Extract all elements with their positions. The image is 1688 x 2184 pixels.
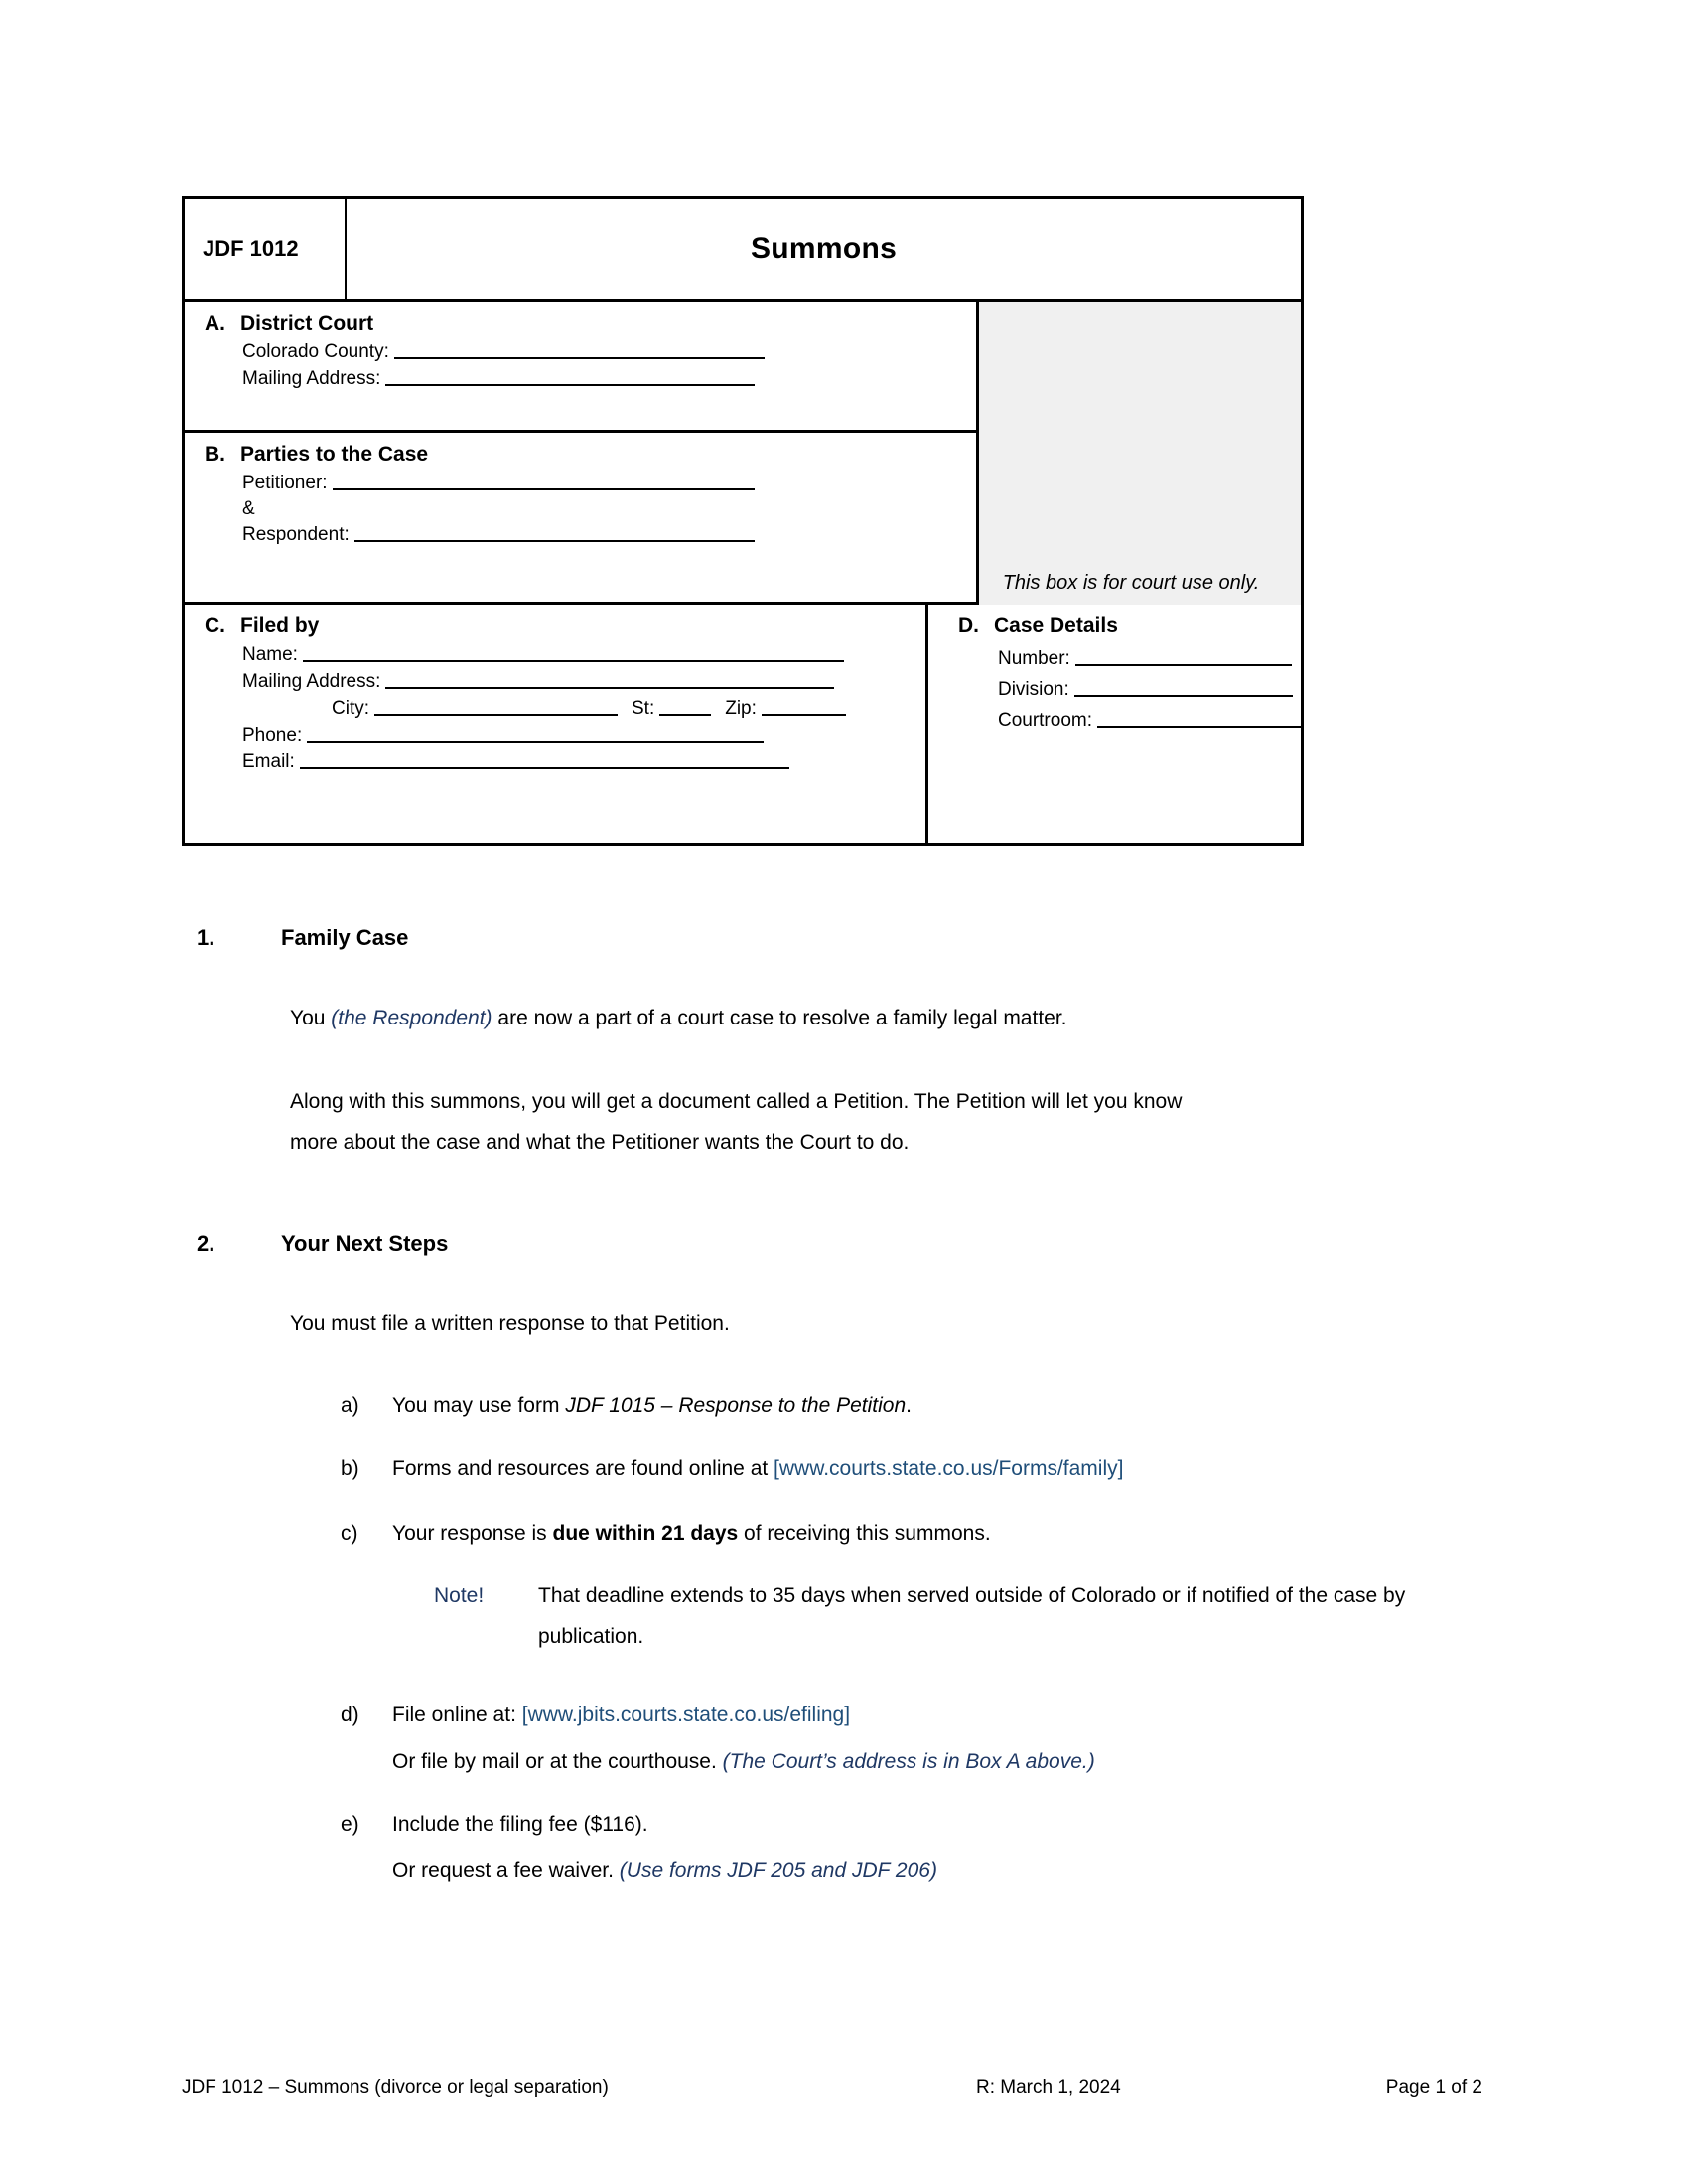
section-a-district-court	[185, 302, 976, 433]
list-text	[392, 1742, 1095, 1783]
footer-revision-date: R: March 1, 2024	[976, 2077, 1121, 2098]
section-2-intro	[290, 1304, 1491, 1345]
field-rule[interactable]	[1097, 726, 1301, 728]
caption-bottom-row	[185, 605, 1301, 843]
section-c-title: Filed by	[240, 614, 320, 637]
field-respondent[interactable]	[185, 525, 976, 545]
text-run: Include the filing fee ($116).	[392, 1813, 648, 1836]
list-text	[392, 1386, 912, 1427]
field-rule[interactable]	[354, 540, 755, 542]
text-run: Your response is	[392, 1522, 553, 1545]
section-1-number: 1.	[197, 925, 215, 950]
field-petitioner[interactable]	[185, 474, 976, 493]
para-line: more about the case and what the Petitioner wants the Court to do.	[290, 1130, 910, 1154]
section-b-parties	[185, 433, 976, 605]
section-b-title: Parties to the Case	[240, 443, 429, 466]
note-text: That deadline extends to 35 days when served outside of Colorado or if notified of the case by publication.	[538, 1584, 1406, 1648]
field-rule-zip[interactable]	[762, 714, 846, 716]
court-use-only-box	[979, 302, 1301, 605]
field-rule[interactable]	[385, 687, 834, 689]
para-part-text: You	[290, 1007, 332, 1029]
efiling-url-link[interactable]: [www.jbits.courts.state.co.us/efiling]	[521, 1704, 851, 1726]
forms-url-link[interactable]: [www.courts.state.co.us/Forms/family]	[774, 1457, 1124, 1480]
form-reference: JDF 1015 – Response to the Petition	[565, 1394, 907, 1417]
field-rule[interactable]	[300, 767, 789, 769]
section-c-letter: C.	[205, 614, 225, 637]
section-1-paragraph-2	[290, 1082, 1491, 1163]
field-label: Courtroom:	[997, 709, 1092, 731]
caption-title-row	[185, 199, 1301, 302]
list-item-e	[341, 1805, 1492, 1839]
list-marker: a)	[341, 1394, 359, 1417]
field-label: Number:	[997, 648, 1070, 669]
caption-left-column	[185, 302, 979, 605]
field-filer-name[interactable]	[185, 645, 925, 665]
list-item-b	[341, 1449, 1492, 1483]
field-label: Division:	[997, 678, 1069, 700]
section-1-heading-row	[197, 925, 792, 959]
field-city-state-zip-row	[185, 699, 925, 719]
field-label: Mailing Address:	[242, 367, 381, 389]
field-rule[interactable]	[385, 384, 755, 386]
list-item-c	[341, 1514, 1492, 1548]
list-text	[392, 1851, 937, 1892]
para-line: Along with this summons, you will get a document called a Petition. The Petition will let you know	[290, 1090, 1183, 1113]
list-marker: b)	[341, 1457, 359, 1480]
section-d-case-details	[928, 605, 1301, 843]
field-email[interactable]	[185, 752, 925, 772]
field-label: Colorado County:	[242, 341, 389, 362]
court-use-only-note: This box is for court use only.	[1002, 572, 1260, 594]
field-label: Email:	[242, 751, 295, 772]
field-rule-state[interactable]	[659, 714, 711, 716]
field-case-number[interactable]	[928, 649, 1301, 669]
field-label-zip: Zip:	[725, 697, 757, 719]
list-item-d	[341, 1696, 1492, 1729]
field-label: Mailing Address:	[242, 670, 381, 692]
ampersand-label: &	[242, 497, 255, 519]
field-rule[interactable]	[333, 488, 755, 490]
section-d-heading	[928, 614, 1301, 638]
list-marker: c)	[341, 1522, 358, 1545]
field-label: Petitioner:	[242, 473, 328, 493]
section-1-paragraph-1	[290, 999, 1491, 1039]
text-run: File online at:	[392, 1704, 522, 1726]
section-a-letter: A.	[205, 312, 225, 335]
section-b-heading	[185, 443, 976, 467]
section-2-number: 2.	[197, 1231, 215, 1256]
field-division[interactable]	[928, 680, 1301, 700]
list-item-a	[341, 1386, 1492, 1420]
section-1-title: Family Case	[281, 925, 409, 950]
section-a-title: District Court	[240, 312, 374, 335]
field-label: Name:	[242, 644, 298, 665]
list-item-d-line2	[341, 1742, 1492, 1776]
text-run: .	[906, 1394, 912, 1417]
section-d-title: Case Details	[993, 614, 1118, 637]
field-filer-mailing-address[interactable]	[185, 672, 925, 692]
list-marker: d)	[341, 1704, 359, 1726]
section-2-heading-row	[197, 1231, 792, 1265]
list-text	[392, 1449, 1123, 1490]
field-rule-city[interactable]	[374, 714, 618, 716]
deadline-emphasis: due within 21 days	[552, 1522, 739, 1545]
caption-middle-row	[185, 302, 1301, 605]
field-courtroom[interactable]	[928, 711, 1301, 731]
text-run: Or file by mail or at the courthouse.	[392, 1750, 723, 1773]
field-rule[interactable]	[307, 741, 764, 743]
box-a-reference: (The Court’s address is in Box A above.)	[722, 1750, 1095, 1773]
caption-box	[182, 196, 1304, 846]
footer-page-number: Page 1 of 2	[1385, 2077, 1482, 2098]
text-run: Forms and resources are found online at	[392, 1457, 774, 1480]
list-text	[392, 1805, 648, 1845]
section-d-letter: D.	[957, 614, 979, 637]
field-rule[interactable]	[1075, 664, 1292, 666]
field-phone[interactable]	[185, 726, 925, 746]
section-b-letter: B.	[205, 443, 225, 466]
respondent-emphasis: (the Respondent)	[331, 1007, 492, 1029]
list-text	[392, 1696, 850, 1736]
field-label: Phone:	[242, 724, 303, 746]
intro-text: You must file a written response to that Petition.	[290, 1312, 730, 1335]
field-label-city: City:	[332, 697, 369, 719]
form-number: JDF 1012	[185, 199, 347, 299]
text-run: of receiving this summons.	[738, 1522, 991, 1545]
field-rule[interactable]	[394, 357, 765, 359]
field-rule[interactable]	[1074, 695, 1293, 697]
para-part-text: are now a part of a court case to resolve a family legal matter.	[492, 1007, 1067, 1029]
field-label: Respondent:	[242, 523, 350, 545]
section-2-title: Your Next Steps	[281, 1231, 449, 1256]
section-a-heading	[185, 312, 976, 336]
text-run: Or request a fee waiver.	[392, 1859, 620, 1882]
list-text	[392, 1514, 991, 1555]
section-c-filed-by	[185, 605, 928, 843]
list-item-e-line2	[341, 1851, 1492, 1885]
section-c-heading	[185, 614, 925, 638]
ampersand-row	[185, 499, 976, 519]
footer-form-name: JDF 1012 – Summons (divorce or legal separation)	[182, 2077, 609, 2098]
field-label-state: St:	[632, 697, 655, 719]
text-run: You may use form	[392, 1394, 566, 1417]
note-marker: Note!	[434, 1584, 485, 1607]
list-marker: e)	[341, 1813, 359, 1836]
field-colorado-county[interactable]	[185, 342, 976, 362]
page-title: Summons	[750, 231, 898, 265]
field-court-mailing-address[interactable]	[185, 369, 976, 389]
fee-waiver-forms-reference: (Use forms JDF 205 and JDF 206)	[619, 1859, 937, 1882]
field-rule[interactable]	[303, 660, 844, 662]
